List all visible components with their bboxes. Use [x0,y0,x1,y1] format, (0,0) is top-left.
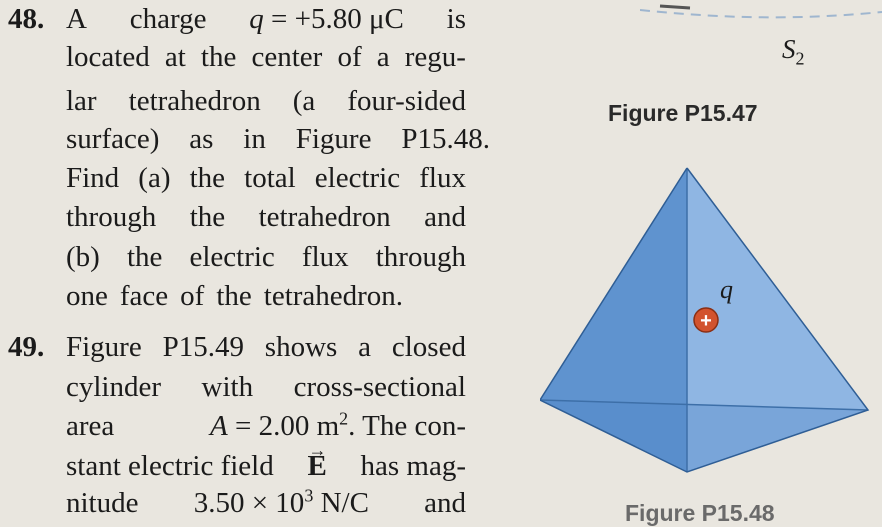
problem-48-line-4: surface) as in Figure P15.48. [66,123,490,155]
surface-s2-label: $S_2$ [782,34,805,69]
problem-48-line-7: (b) the electric flux through [66,241,466,273]
problem-48-line-1: A charge q = +5.80 μC is [66,3,466,35]
field-vector-symbol: → E [307,449,326,483]
problem-49-line-2: cylinder with cross-sectional [66,371,466,403]
problem-49-line-5: nitude $3.50 \times 10^3$ N/C and [66,485,466,519]
problem-49-line-3: area A = 2.00 $m^2$. The con- [66,408,466,442]
problem-49-number: 49. [8,331,45,363]
problem-48-line-3: lar tetrahedron (a four-sided [66,85,466,117]
problem-48-line-2: located at the center of a regu- [66,41,466,73]
surface-s2-curve [640,0,882,40]
problem-48-line-6: through the tetrahedron and [66,201,466,233]
tetra-base-edge [540,400,868,472]
charge-label: q [720,275,733,304]
problem-48-number: 48. [8,3,45,35]
tetrahedron-figure [540,160,882,480]
problem-49-line-4: stant electric field → E has mag- [66,449,466,483]
figure-p15-48-caption: Figure P15.48 [625,500,775,526]
figure-p15-47-caption: Figure P15.47 [608,100,758,126]
problem-48-line-5: Find (a) the total electric flux [66,162,466,194]
svg-text:+: + [700,310,712,332]
problem-49-line-1: Figure P15.49 shows a closed [66,331,466,363]
problem-48-line-8: one face of the tetrahedron. [66,280,404,312]
